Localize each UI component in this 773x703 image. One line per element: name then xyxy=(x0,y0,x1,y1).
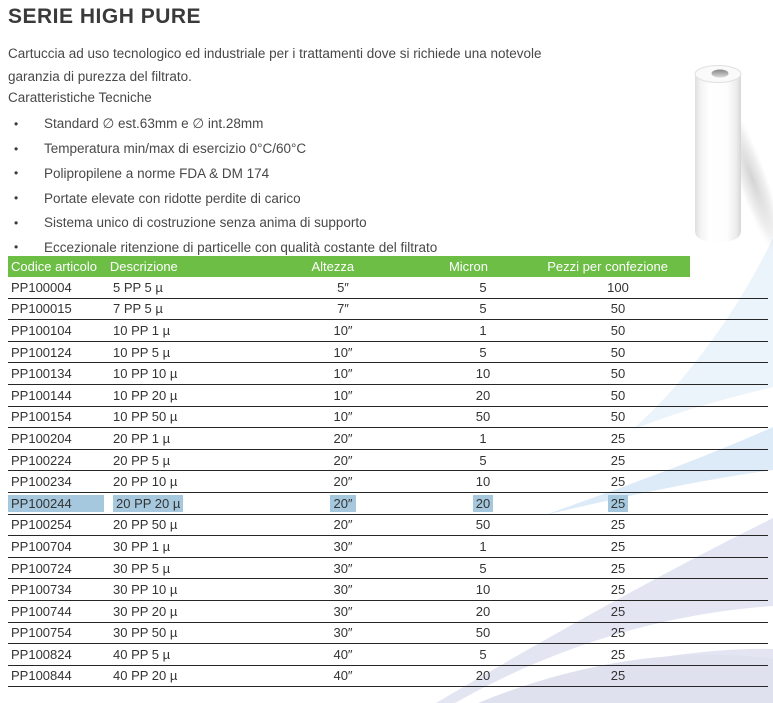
table-row[interactable] xyxy=(8,536,768,558)
cell-descrizione xyxy=(113,496,243,511)
cell-altezza: 20″ xyxy=(333,517,353,533)
bullet-text: Eccezionale ritenzione di particelle con qualità costante del filtrato xyxy=(44,239,438,255)
cell-codice: PP100104 xyxy=(11,322,72,338)
cell-pezzi: 25 xyxy=(610,452,626,468)
cell-altezza: 30″ xyxy=(333,560,353,576)
cell-altezza: 30″ xyxy=(333,538,353,554)
cell-pezzi: 25 xyxy=(610,603,626,619)
cell-micron: 1 xyxy=(479,538,487,554)
cell-descrizione: 20 PP 1 µ xyxy=(113,430,171,446)
cell-pezzi: 25 xyxy=(610,668,626,684)
table-row[interactable] xyxy=(8,320,768,342)
cell-codice: PP100824 xyxy=(11,646,72,662)
cartridge-core-hole xyxy=(712,70,729,78)
cell-codice: PP100254 xyxy=(11,517,72,533)
section-heading: Caratteristiche Tecniche xyxy=(8,90,152,105)
cell-descrizione: 40 PP 20 µ xyxy=(113,668,178,684)
cell-descrizione: 10 PP 5 µ xyxy=(113,344,171,360)
intro-text-line-1: Cartuccia ad uso tecnologico ed industriale per i trattamenti dove si richiede una notevole xyxy=(8,46,542,61)
table-header-row xyxy=(8,256,690,277)
cell-descrizione: 30 PP 5 µ xyxy=(113,560,171,576)
cell-descrizione: 30 PP 20 µ xyxy=(113,603,178,619)
cell-altezza: 30″ xyxy=(333,625,353,641)
cartridge-body xyxy=(695,74,741,242)
bullet-text: Temperatura min/max di esercizio 0°C/60°C xyxy=(44,141,307,157)
cell-micron: 10 xyxy=(475,366,491,382)
bullet-text: Portate elevate con ridotte perdite di carico xyxy=(44,190,301,206)
table-row[interactable] xyxy=(8,623,768,645)
cell-pezzi: 25 xyxy=(610,538,626,554)
header-cell-c2: Descrizione xyxy=(109,259,178,274)
cell-codice: PP100704 xyxy=(11,538,72,554)
table-row[interactable] xyxy=(8,363,768,385)
selection-highlight: 25 xyxy=(608,495,628,512)
header-cell-c3: Altezza xyxy=(311,259,355,274)
cell-pezzi: 25 xyxy=(610,517,626,533)
selection-highlight: 20 xyxy=(473,495,493,512)
cell-codice: PP100744 xyxy=(11,603,72,619)
cell-micron: 50 xyxy=(475,625,491,641)
cell-descrizione: 30 PP 10 µ xyxy=(113,582,178,598)
table-row[interactable] xyxy=(8,385,768,407)
cell-pezzi: 50 xyxy=(610,409,626,425)
cell-micron: 5 xyxy=(479,301,487,317)
cell-descrizione: 10 PP 10 µ xyxy=(113,366,178,382)
bullet-item xyxy=(8,210,668,235)
cell-codice: PP100015 xyxy=(11,301,72,317)
selection-highlight: PP100244 xyxy=(8,495,104,512)
cell-micron: 5 xyxy=(479,344,487,360)
cell-altezza: 20″ xyxy=(333,452,353,468)
cell-altezza: 20″ xyxy=(333,474,353,490)
cell-altezza: 5″ xyxy=(337,279,349,295)
cell-codice: PP100754 xyxy=(11,625,72,641)
cell-descrizione: 10 PP 20 µ xyxy=(113,387,178,403)
table-row[interactable] xyxy=(8,666,768,688)
table-row[interactable] xyxy=(8,515,768,537)
header-cell-c4: Micron xyxy=(448,259,488,274)
cell-micron: 20 xyxy=(475,668,491,684)
bullet-dot-icon: • xyxy=(14,240,19,255)
cell-micron: 1 xyxy=(479,430,487,446)
cell-pezzi: 100 xyxy=(607,279,629,295)
cell-codice: PP100234 xyxy=(11,474,72,490)
table-row[interactable] xyxy=(8,407,768,429)
table-row[interactable] xyxy=(8,644,768,666)
cell-codice: PP100844 xyxy=(11,668,72,684)
cell-micron: 5 xyxy=(479,452,487,468)
cell-altezza: 10″ xyxy=(333,409,353,425)
cell-codice: PP100144 xyxy=(11,387,72,403)
cell-altezza: 10″ xyxy=(333,366,353,382)
cell-pezzi: 25 xyxy=(610,430,626,446)
table-row[interactable] xyxy=(8,579,768,601)
cell-micron: 50 xyxy=(475,409,491,425)
bullet-dot-icon: • xyxy=(14,215,19,230)
cell-altezza xyxy=(243,496,443,511)
cell-pezzi: 50 xyxy=(610,387,626,403)
bullet-list xyxy=(8,112,668,260)
cell-codice: PP100154 xyxy=(11,409,72,425)
cell-micron: 10 xyxy=(475,582,491,598)
header-cell-c5: Pezzi per confezione xyxy=(547,259,668,274)
cell-pezzi: 50 xyxy=(610,366,626,382)
bullet-text: Polipropilene a norme FDA & DM 174 xyxy=(44,165,270,181)
cell-pezzi: 25 xyxy=(610,582,626,598)
cell-altezza: 30″ xyxy=(333,603,353,619)
table-row[interactable] xyxy=(8,428,768,450)
cell-micron: 5 xyxy=(479,560,487,576)
table-row[interactable] xyxy=(8,277,768,299)
cell-descrizione: 20 PP 10 µ xyxy=(113,474,178,490)
cell-altezza: 20″ xyxy=(333,430,353,446)
cell-pezzi: 25 xyxy=(610,474,626,490)
cell-altezza: 7″ xyxy=(337,301,349,317)
cell-altezza: 30″ xyxy=(333,582,353,598)
table-body xyxy=(8,277,768,687)
cell-descrizione: 10 PP 1 µ xyxy=(113,322,171,338)
bullet-text: Standard ∅ est.63mm e ∅ int.28mm xyxy=(44,116,264,132)
bullet-dot-icon: • xyxy=(14,166,19,181)
cell-descrizione: 30 PP 50 µ xyxy=(113,625,178,641)
table-row[interactable] xyxy=(8,342,768,364)
cell-pezzi: 25 xyxy=(610,625,626,641)
bullet-item xyxy=(8,137,668,162)
cell-descrizione: 7 PP 5 µ xyxy=(113,301,163,317)
cell-micron: 10 xyxy=(475,474,491,490)
bullet-item xyxy=(8,161,668,186)
cell-descrizione: 40 PP 5 µ xyxy=(113,646,171,662)
table-row[interactable] xyxy=(8,558,768,580)
cell-pezzi: 50 xyxy=(610,301,626,317)
bullet-text: Sistema unico di costruzione senza anima di supporto xyxy=(44,215,367,231)
table-row[interactable] xyxy=(8,601,768,623)
cell-descrizione: 10 PP 50 µ xyxy=(113,409,178,425)
bullet-item xyxy=(8,186,668,211)
cell-codice: PP100124 xyxy=(11,344,72,360)
header-cell-c1: Codice articolo xyxy=(11,259,97,274)
cell-pezzi: 25 xyxy=(610,560,626,576)
bullet-dot-icon: • xyxy=(14,117,19,132)
intro-text-line-2: garanzia di purezza del filtrato. xyxy=(8,69,192,84)
cell-micron: 20 xyxy=(475,387,491,403)
cell-micron xyxy=(443,496,523,511)
page-title: SERIE HIGH PURE xyxy=(8,5,202,28)
cell-codice: PP100204 xyxy=(11,430,72,446)
cell-altezza: 40″ xyxy=(333,646,353,662)
bullet-item xyxy=(8,112,668,137)
table-row[interactable] xyxy=(8,471,768,493)
cell-altezza: 10″ xyxy=(333,387,353,403)
cell-altezza: 40″ xyxy=(333,668,353,684)
cell-micron: 50 xyxy=(475,517,491,533)
cell-codice: PP100004 xyxy=(11,279,72,295)
cell-codice: PP100224 xyxy=(11,452,72,468)
table-row[interactable] xyxy=(8,450,768,472)
cell-descrizione: 20 PP 50 µ xyxy=(113,517,178,533)
cell-micron: 20 xyxy=(475,603,491,619)
table-row[interactable] xyxy=(8,299,768,321)
bullet-dot-icon: • xyxy=(14,191,19,206)
cell-pezzi: 25 xyxy=(610,646,626,662)
cell-descrizione: 30 PP 1 µ xyxy=(113,538,171,554)
cell-codice: PP100734 xyxy=(11,582,72,598)
table-row[interactable] xyxy=(8,493,768,515)
cell-altezza: 10″ xyxy=(333,322,353,338)
cell-micron: 1 xyxy=(479,322,487,338)
cell-descrizione: 5 PP 5 µ xyxy=(113,279,163,295)
selection-highlight: 20 PP 20 µ xyxy=(113,495,183,512)
cell-pezzi xyxy=(523,496,713,511)
selection-highlight: 20″ xyxy=(330,495,355,512)
cell-micron: 5 xyxy=(479,279,487,295)
cell-pezzi: 50 xyxy=(610,322,626,338)
bullet-dot-icon: • xyxy=(14,141,19,156)
cell-codice: PP100134 xyxy=(11,366,72,382)
cell-codice xyxy=(8,495,113,512)
cell-pezzi: 50 xyxy=(610,344,626,360)
cell-descrizione: 20 PP 5 µ xyxy=(113,452,171,468)
cell-micron: 5 xyxy=(479,646,487,662)
cell-altezza: 10″ xyxy=(333,344,353,360)
cell-codice: PP100724 xyxy=(11,560,72,576)
